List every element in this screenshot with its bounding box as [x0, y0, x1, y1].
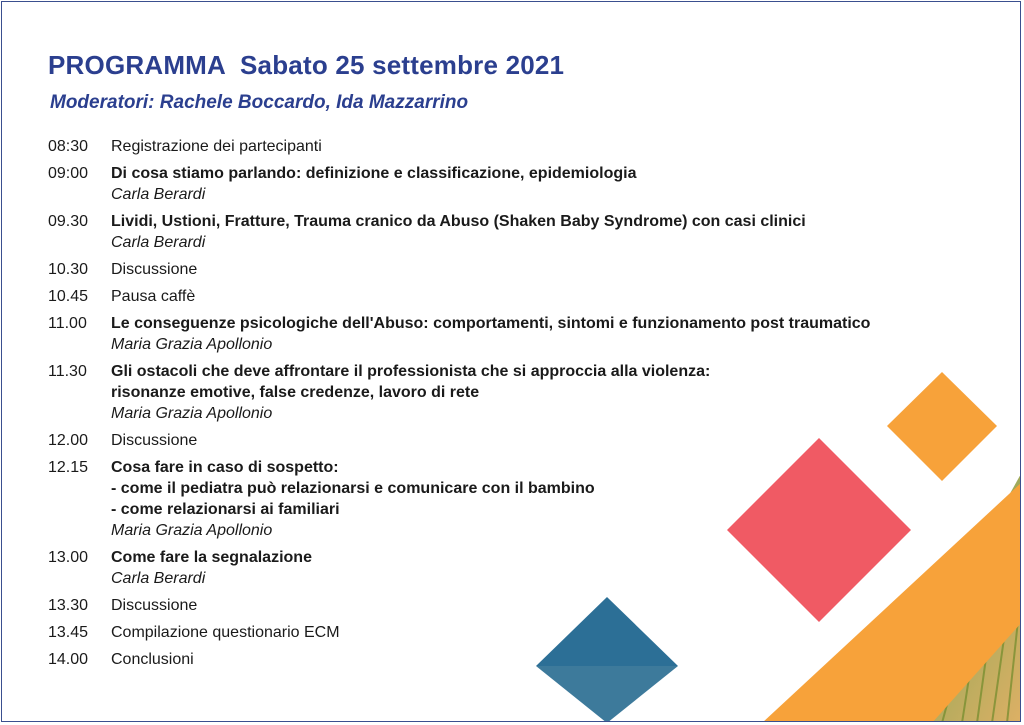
agenda-time: 11.30 [48, 363, 87, 380]
agenda-topic: - come relazionarsi ai familiari [111, 501, 340, 518]
agenda-time: 12.15 [48, 459, 89, 476]
agenda-topic: Pausa caffè [111, 288, 196, 305]
agenda-content [111, 649, 194, 670]
program-page [1, 1, 1021, 722]
agenda-list [48, 136, 948, 676]
agenda-topic: Discussione [111, 597, 198, 614]
agenda-content [111, 163, 636, 205]
agenda-topic: Discussione [111, 261, 198, 278]
agenda-time: 13.00 [48, 549, 89, 566]
agenda-speaker: Maria Grazia Apollonio [111, 522, 273, 539]
agenda-content [111, 313, 870, 355]
agenda-content [111, 622, 340, 643]
agenda-time: 11.00 [48, 315, 87, 332]
agenda-topic: Cosa fare in caso di sospetto: [111, 459, 339, 476]
programma-label: PROGRAMMA [48, 50, 227, 80]
agenda-content [111, 361, 710, 424]
page-title [48, 50, 564, 81]
agenda-speaker: Carla Berardi [111, 234, 206, 251]
agenda-content [111, 430, 197, 451]
agenda-time: 13.30 [48, 597, 89, 614]
agenda-item [48, 622, 948, 643]
agenda-time: 09:00 [48, 165, 89, 182]
agenda-topic: risonanze emotive, false credenze, lavoro di rete [111, 384, 480, 401]
agenda-speaker: Carla Berardi [111, 186, 206, 203]
agenda-item [48, 136, 948, 157]
agenda-topic: Gli ostacoli che deve affrontare il professionista che si approccia alla violenza: [111, 363, 711, 380]
agenda-time: 14.00 [48, 651, 89, 668]
agenda-time: 10.45 [48, 288, 89, 305]
agenda-topic: Le conseguenze psicologiche dell'Abuso: comportamenti, sintomi e funzionamento post traumatico [111, 315, 871, 332]
agenda-item [48, 595, 948, 616]
agenda-speaker: Carla Berardi [111, 570, 206, 587]
agenda-content [111, 547, 312, 589]
agenda-item [48, 649, 948, 670]
moderators: Moderatori: Rachele Boccardo, Ida Mazzarrino [50, 92, 469, 113]
agenda-item [48, 211, 948, 253]
agenda-speaker: Maria Grazia Apollonio [111, 405, 273, 422]
agenda-time: 13.45 [48, 624, 89, 641]
agenda-content [111, 286, 195, 307]
agenda-content [111, 259, 197, 280]
event-date: Sabato 25 settembre 2021 [240, 50, 565, 80]
agenda-topic: Compilazione questionario ECM [111, 624, 340, 641]
agenda-topic: Conclusioni [111, 651, 194, 668]
agenda-topic: Registrazione dei partecipanti [111, 138, 322, 155]
agenda-item [48, 286, 948, 307]
agenda-item [48, 163, 948, 205]
agenda-topic: Lividi, Ustioni, Fratture, Trauma cranico da Abuso (Shaken Baby Syndrome) con casi clinici [111, 213, 806, 230]
agenda-speaker: Maria Grazia Apollonio [111, 336, 273, 353]
agenda-time: 10.30 [48, 261, 89, 278]
agenda-topic: Come fare la segnalazione [111, 549, 312, 566]
agenda-item [48, 313, 948, 355]
agenda-topic: - come il pediatra può relazionarsi e comunicare con il bambino [111, 480, 595, 497]
agenda-content [111, 136, 322, 157]
agenda-item [48, 361, 948, 424]
agenda-topic: Di cosa stiamo parlando: definizione e classificazione, epidemiologia [111, 165, 637, 182]
agenda-item [48, 457, 948, 541]
agenda-content [111, 211, 806, 253]
agenda-time: 08:30 [48, 138, 89, 155]
agenda-topic: Discussione [111, 432, 198, 449]
agenda-time: 09.30 [48, 213, 89, 230]
agenda-item [48, 547, 948, 589]
agenda-time: 12.00 [48, 432, 89, 449]
agenda-item [48, 430, 948, 451]
agenda-content [111, 595, 197, 616]
agenda-content [111, 457, 595, 541]
agenda-item [48, 259, 948, 280]
